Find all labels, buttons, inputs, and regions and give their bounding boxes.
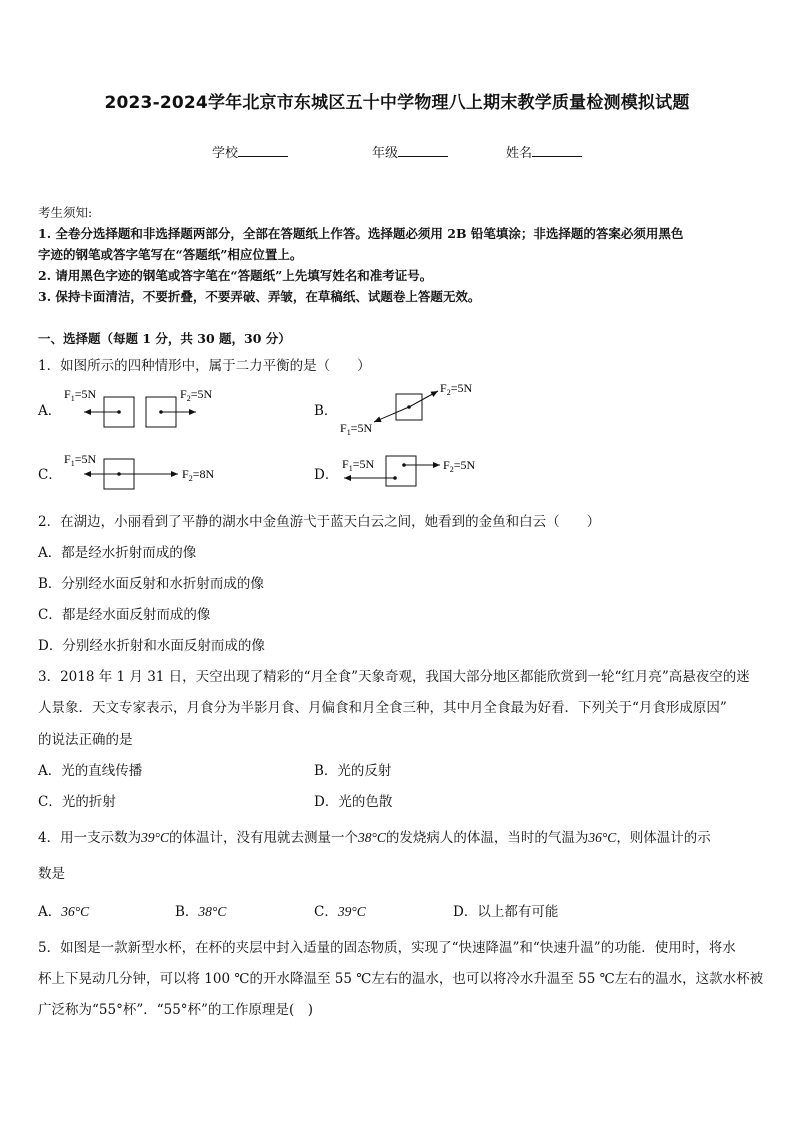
q3-stem-line-2: 人景象．天文专家表示，月食分为半影月食、月偏食和月全食三种，其中月全食最为好看．下列关于“月食形成原因” xyxy=(38,700,727,716)
q2-option-a[interactable]: A．都是经水折射而成的像 xyxy=(38,545,197,561)
q1-diagram-d xyxy=(338,450,488,494)
q2-stem: 2．在湖边，小丽看到了平静的湖水中金鱼游弋于蓝天白云之间，她看到的金鱼和白云（ ） xyxy=(38,514,601,530)
q4-option-b-value: 38°C xyxy=(198,904,227,919)
q4-value-1: 39°C xyxy=(141,830,169,845)
name-label: 姓名 xyxy=(506,146,533,161)
name-field[interactable] xyxy=(506,142,582,161)
q1-d-f2-label: $F_2=5N$ xyxy=(443,458,476,474)
q4-option-d[interactable]: D．以上都有可能 xyxy=(453,904,559,920)
q3-option-a[interactable]: A．光的直线传播 xyxy=(38,763,143,779)
q1-diagram-c xyxy=(62,450,232,494)
q1-b-f2-label: $F_2=5N$ xyxy=(440,381,473,397)
notice-line-1b: 字迹的钢笔或答字笔写在“答题纸”相应位置上。 xyxy=(38,247,303,262)
q3-stem-line-1: 3．2018 年 1 月 31 日，天空出现了精彩的“月全食”天象奇观，我国大部分地区都能欣赏到一轮“红月亮”高悬夜空的迷 xyxy=(38,669,750,685)
notice-heading: 考生须知: xyxy=(38,205,93,220)
q4-value-3: 36°C xyxy=(588,830,617,845)
notice-line-2: 2. 请用黑色字迹的钢笔或答字笔在“答题纸”上先填写姓名和准考证号。 xyxy=(38,268,433,283)
q4-option-a-value: 36°C xyxy=(61,904,90,919)
q4-text-3: 的发烧病人的体温，当时的气温为 xyxy=(385,830,589,846)
q3-option-b[interactable]: B．光的反射 xyxy=(314,763,392,779)
q3-stem-line-3: 的说法正确的是 xyxy=(38,732,133,748)
q2-option-b[interactable]: B．分别经水面反射和水折射而成的像 xyxy=(38,576,264,592)
q2-option-d[interactable]: D．分别经水折射和水面反射而成的像 xyxy=(38,638,265,654)
q2-option-c[interactable]: C．都是经水面反射而成的像 xyxy=(38,607,211,623)
section-heading: 一、选择题（每题 1 分，共 30 题，30 分） xyxy=(38,331,291,346)
grade-label: 年级 xyxy=(372,146,399,161)
notice-line-1a: 1. 全卷分选择题和非选择题两部分，全部在答题纸上作答。选择题必须用 2B 铅笔填涂；非选择题的答案必须用黑色 xyxy=(38,226,684,241)
q4-option-c-letter: C． xyxy=(314,904,338,920)
q4-value-2: 38°C xyxy=(358,830,386,845)
q1-option-d-label[interactable]: D． xyxy=(314,467,339,483)
school-field[interactable] xyxy=(212,142,288,161)
school-label: 学校 xyxy=(212,146,239,161)
q4-text-2: 的体温计，没有甩就去测量一个 xyxy=(169,830,358,846)
q3-option-c[interactable]: C．光的折射 xyxy=(38,794,116,810)
q5-stem-line-1: 5．如图是一款新型水杯，在杯的夹层中封入适量的固态物质，实现了“快速降温”和“快速升温”的功能．使用时，将水 xyxy=(38,940,736,956)
q5-stem-line-3: 广泛称为“55°杯”．“55°杯”的工作原理是( ) xyxy=(38,1002,313,1018)
q5-stem-line-2: 杯上下晃动几分钟，可以将 100 ℃的开水降温至 55 ℃左右的温水，也可以将冷水升温至 55 ℃左右的温水，这款水杯被 xyxy=(38,971,764,987)
q1-stem: 1．如图所示的四种情形中，属于二力平衡的是（ ） xyxy=(38,358,371,374)
grade-field[interactable] xyxy=(372,142,448,161)
q4-option-c[interactable] xyxy=(314,900,366,920)
q1-diagram-b xyxy=(338,377,488,439)
q1-a-f2-label: $F_2=5N$ xyxy=(180,387,213,403)
q1-option-c-label[interactable]: C． xyxy=(38,467,62,483)
q4-text-1: 4．用一支示数为 xyxy=(38,830,142,846)
name-blank[interactable] xyxy=(532,144,582,157)
q1-d-f1-label: $F_1=5N$ xyxy=(342,457,375,473)
q4-option-c-value: 39°C xyxy=(337,904,366,919)
q4-option-b-letter: B． xyxy=(175,904,199,920)
notice-line-3: 3. 保持卡面清洁，不要折叠，不要弄破、弄皱，在草稿纸、试题卷上答题无效。 xyxy=(38,289,481,304)
q1-a-f1-label: $F_1=5N$ xyxy=(64,387,97,403)
q1-option-a-label[interactable]: A． xyxy=(38,403,62,419)
q3-option-d[interactable]: D．光的色散 xyxy=(314,794,393,810)
q4-option-b[interactable] xyxy=(175,900,226,920)
q4-option-a[interactable] xyxy=(38,900,89,920)
q1-option-b-label[interactable]: B． xyxy=(314,403,338,419)
q1-diagram-a xyxy=(62,382,222,434)
q4-stem-line-2: 数是 xyxy=(38,866,65,882)
q1-b-f1-label: $F_1=5N$ xyxy=(340,421,373,437)
q4-option-a-letter: A． xyxy=(38,904,62,920)
q4-text-4: ，则体温计的示 xyxy=(616,830,711,846)
q1-c-f2-label: $F_2=8N$ xyxy=(182,467,215,483)
grade-blank[interactable] xyxy=(398,144,448,157)
school-blank[interactable] xyxy=(238,144,288,157)
q1-c-f1-label: $F_1=5N$ xyxy=(64,452,97,468)
page-title: 2023-2024学年北京市东城区五十中学物理八上期末教学质量检测模拟试题 xyxy=(104,93,690,113)
q4-stem-line-1 xyxy=(38,826,711,846)
